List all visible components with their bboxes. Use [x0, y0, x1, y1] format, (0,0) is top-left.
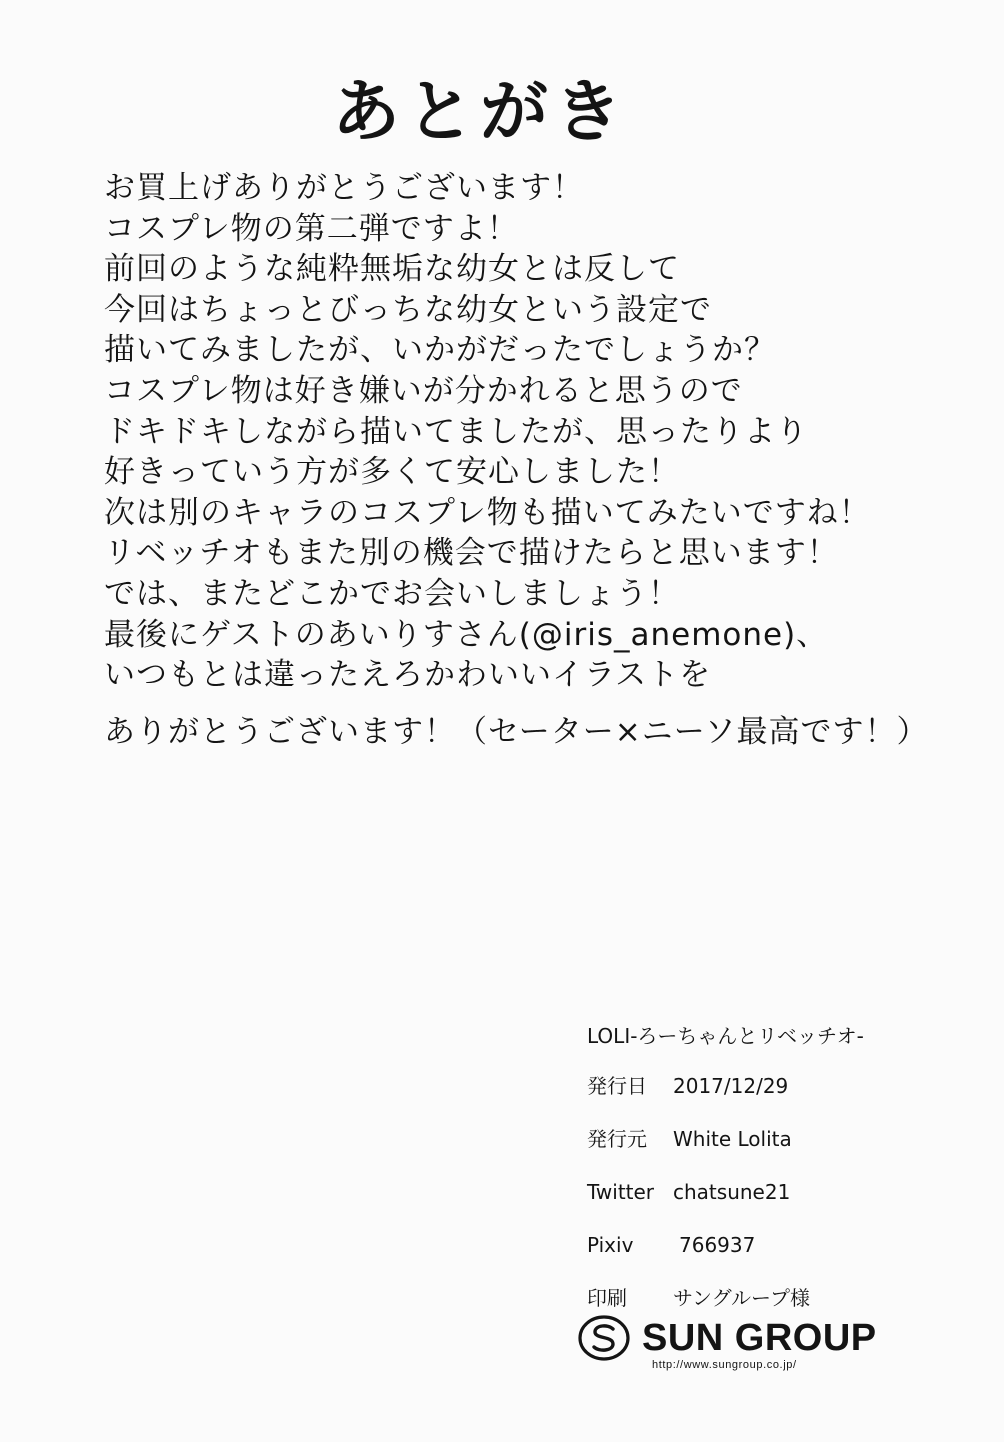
colophon-value: 766937 [679, 1233, 756, 1257]
colophon-row-publisher [587, 1125, 977, 1178]
colophon-value: chatsune21 [673, 1180, 791, 1204]
logo-wordmark: SUN GROUP [642, 1317, 877, 1359]
message-line: 好きっていう方が多くて安心しました！ [104, 454, 680, 491]
colophon-row-publish-date [587, 1072, 977, 1125]
colophon-label: 発行元 [587, 1127, 647, 1151]
message-line: ありがとうございます！（セーター×ニーソ最高です！） [104, 713, 929, 750]
afterword-message [104, 168, 964, 752]
sun-group-logo-icon [578, 1315, 630, 1361]
message-line: お買上げありがとうございます！ [104, 170, 584, 206]
colophon-book-title: LOLI-ろーちゃんとリベッチオ- [587, 1024, 864, 1048]
colophon-label: 発行日 [587, 1074, 647, 1098]
message-line: 前回のような純粋無垢な幼女とは反して [104, 251, 680, 288]
message-line: リベッチオもまた別の機会で描けたらと思います！ [104, 535, 839, 572]
message-line: コスプレ物の第二弾ですよ！ [104, 210, 519, 247]
message-line: ドキドキしながら描いてましたが、思ったりより [104, 413, 808, 450]
message-line: では、またどこかでお会いしましょう！ [104, 575, 680, 612]
message-line: コスプレ物は好き嫌いが分かれると思うので [104, 372, 743, 409]
printer-logo [578, 1315, 888, 1371]
colophon-row-pixiv [587, 1231, 977, 1284]
colophon-label: 印刷 [587, 1286, 627, 1310]
afterword-title: あとがき [331, 73, 628, 152]
colophon-value: サングループ様 [673, 1286, 810, 1310]
colophon-row-twitter [587, 1178, 977, 1231]
colophon-label: Twitter [587, 1180, 655, 1204]
message-line: 今回はちょっとびっちな幼女という設定で [104, 291, 712, 328]
colophon [587, 1022, 977, 1337]
colophon-value: 2017/12/29 [673, 1074, 789, 1098]
message-line: 描いてみましたが、いかがだったでしょうか？ [104, 332, 776, 369]
message-line: 最後にゲストのあいりすさん(@iris_anemone)、 [104, 616, 829, 653]
message-line: 次は別のキャラのコスプレ物も描いてみたいですね！ [104, 494, 871, 531]
logo-url: http://www.sungroup.co.jp/ [652, 1359, 797, 1371]
message-line: いつもとは違ったえろかわいいイラストを [104, 657, 712, 694]
colophon-label: Pixiv [587, 1233, 634, 1257]
colophon-value: White Lolita [673, 1127, 792, 1151]
